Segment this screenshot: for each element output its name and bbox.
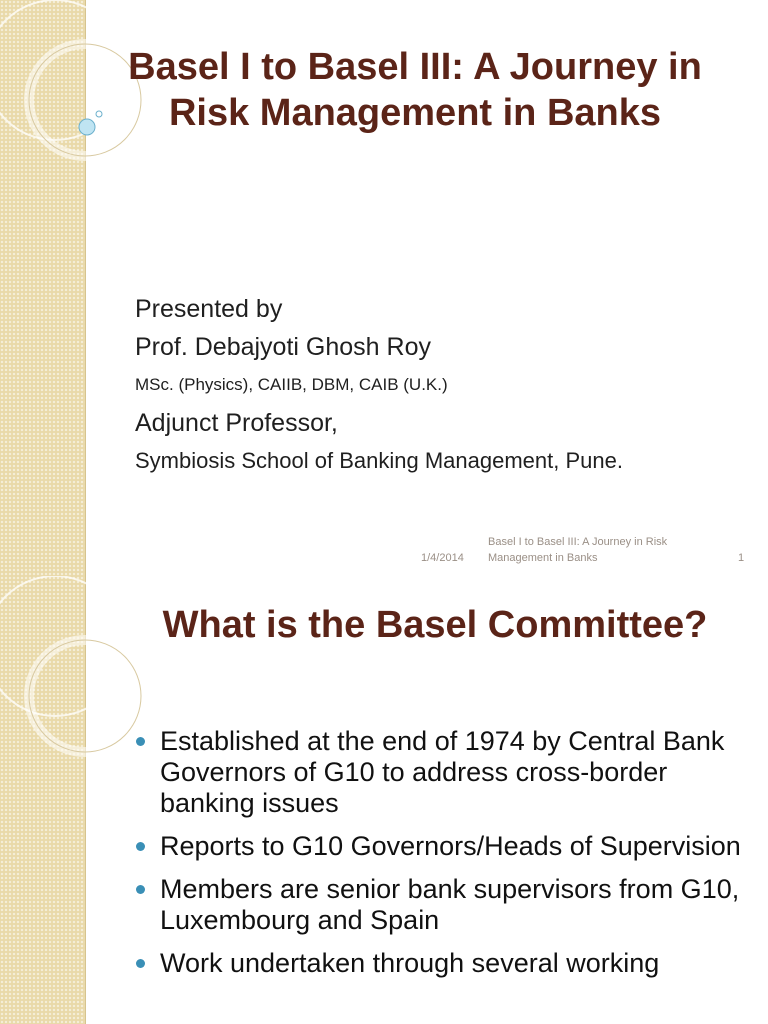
bullet-item xyxy=(136,726,746,819)
footer-page-number: 1 xyxy=(738,552,745,564)
decorative-rings xyxy=(0,576,140,796)
presenter-role: Adjunct Professor, xyxy=(135,409,338,437)
bullet-text: Work undertaken through several working xyxy=(160,948,660,978)
bullet-dot-icon xyxy=(136,885,145,894)
slide-title-line-2: Risk Management in Banks xyxy=(168,92,662,134)
bullet-item xyxy=(136,874,746,936)
footer-title-line-1: Basel I to Basel III: A Journey in Risk xyxy=(488,536,668,548)
slide-title: What is the Basel Committee? xyxy=(162,604,708,646)
slide-title xyxy=(100,44,730,136)
content-slide xyxy=(0,576,768,1024)
presenter-institution: Symbiosis School of Banking Management, Pune. xyxy=(135,448,623,473)
presenter-name: Prof. Debajyoti Ghosh Roy xyxy=(135,333,431,361)
bullet-dot-icon xyxy=(136,842,145,851)
bullet-item xyxy=(136,831,746,862)
bullet-text: Reports to G10 Governors/Heads of Supervision xyxy=(160,831,741,861)
bullet-item xyxy=(136,948,746,979)
footer-title-line-2: Management in Banks xyxy=(488,552,598,564)
footer-date: 1/4/2014 xyxy=(421,552,464,564)
presenter-qualifications: MSc. (Physics), CAIIB, DBM, CAIB (U.K.) xyxy=(135,375,448,394)
bullet-dot-icon xyxy=(136,959,145,968)
presenter-block xyxy=(135,290,735,480)
bullet-text: Established at the end of 1974 by Central Bank Governors of G10 to address cross-border banking issues xyxy=(160,726,725,818)
bullet-list xyxy=(136,726,746,991)
slide-title-line-1: Basel I to Basel III: A Journey in xyxy=(128,46,702,88)
footer-title xyxy=(488,534,708,566)
bullet-text: Members are senior bank supervisors from G10, Luxembourg and Spain xyxy=(160,874,740,935)
presented-by-label: Presented by xyxy=(135,295,283,323)
bullet-dot-icon xyxy=(136,737,145,746)
